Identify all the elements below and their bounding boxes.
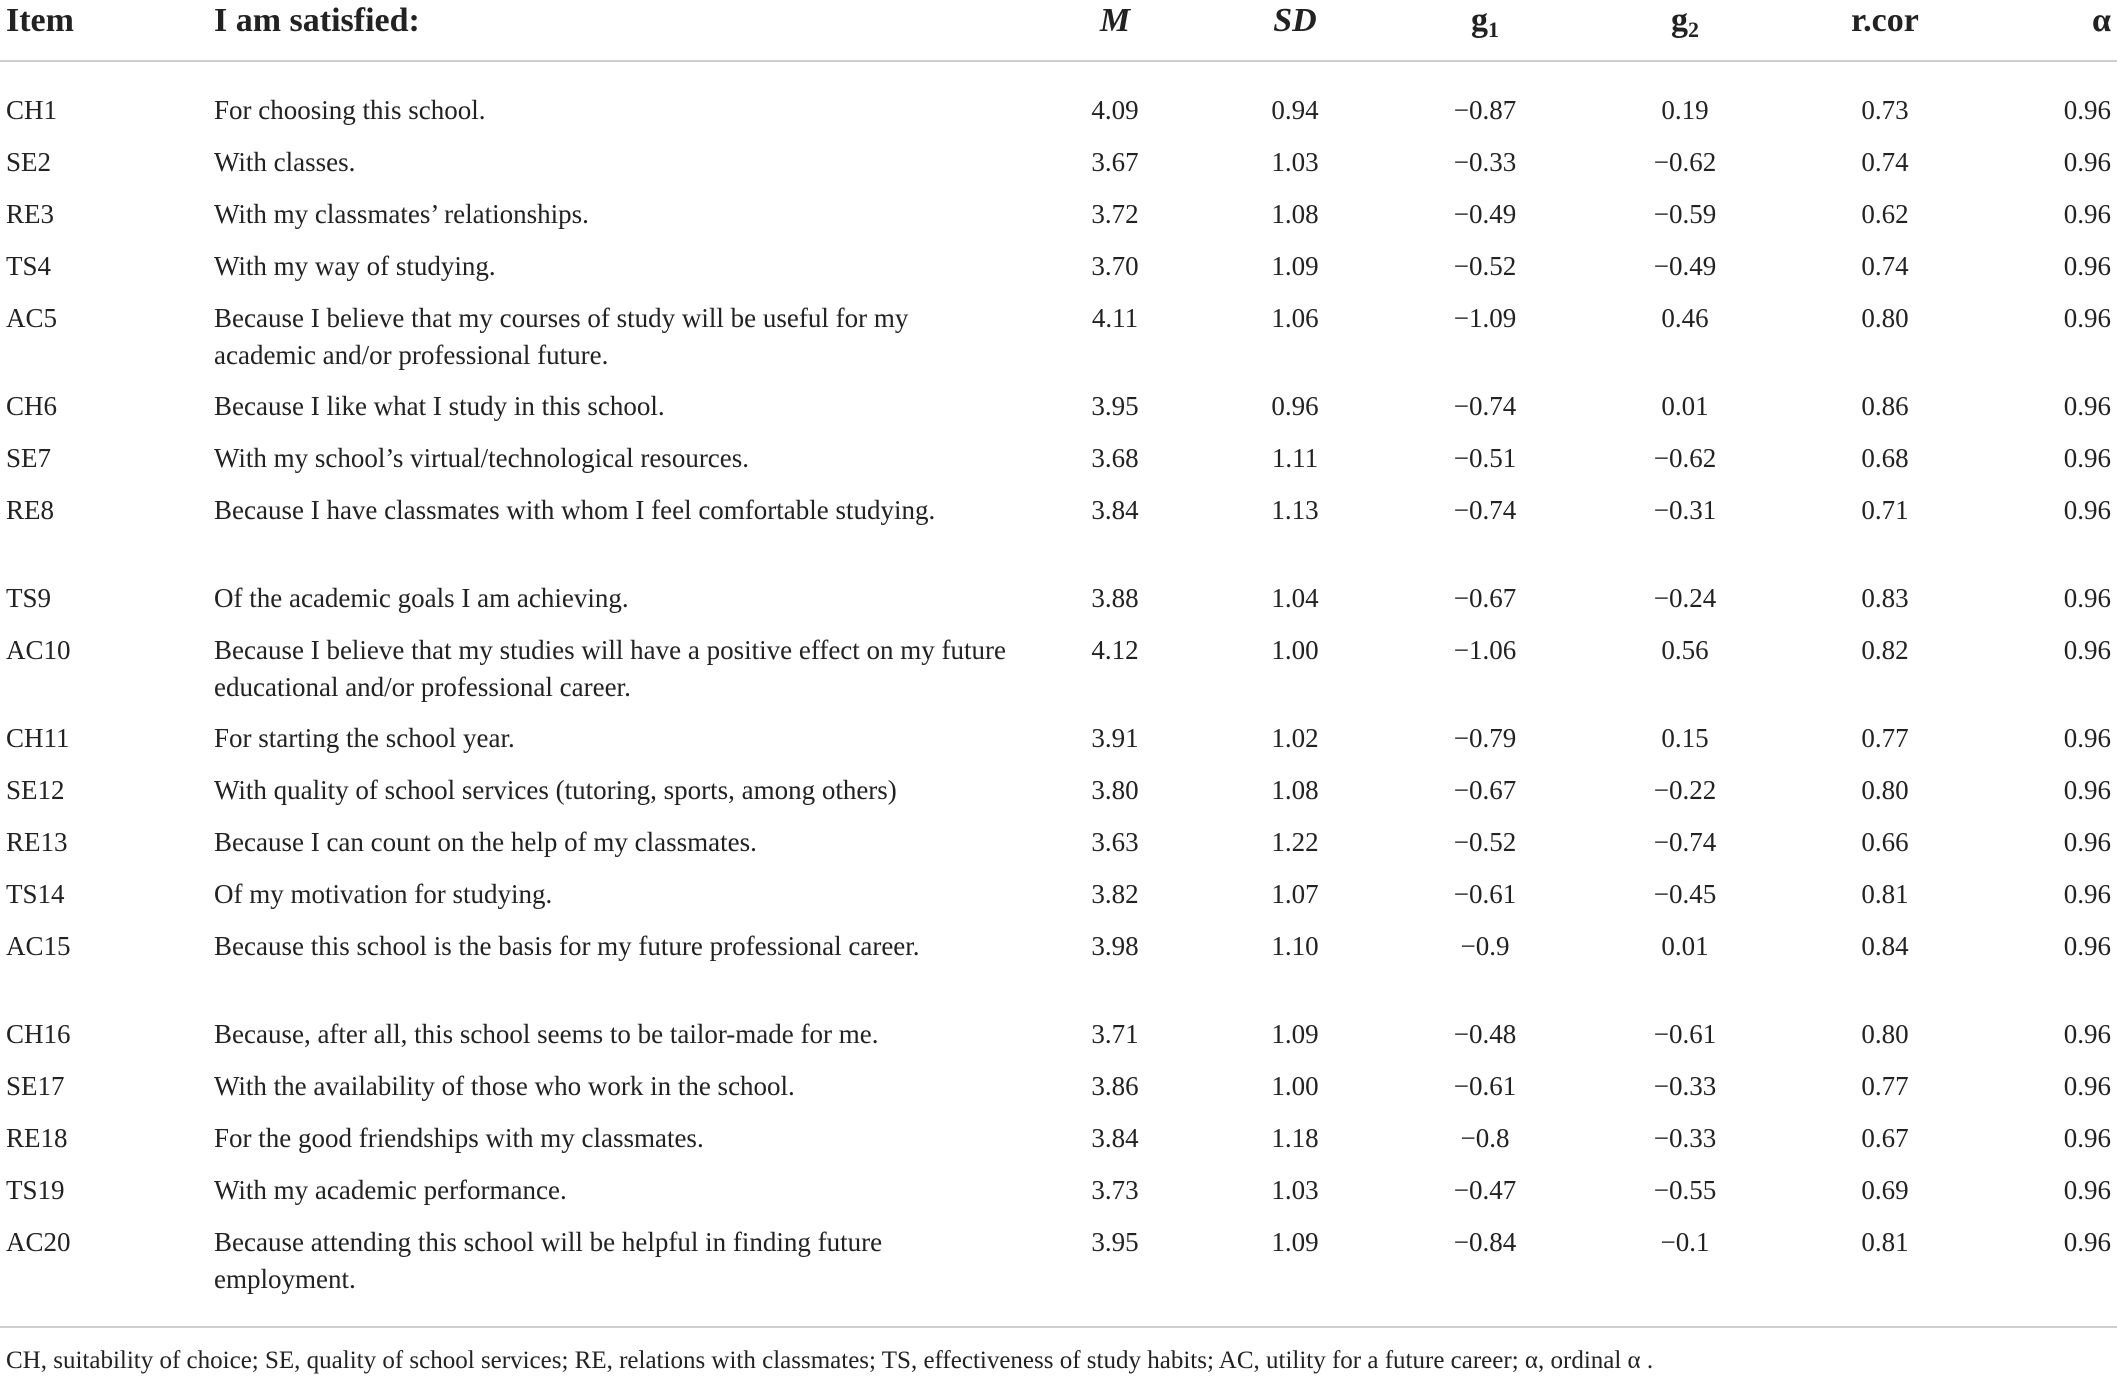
cell-rcor: 0.71 bbox=[1861, 495, 1909, 525]
cell-g1: −0.47 bbox=[1453, 1175, 1517, 1205]
cell-statement: With my classmates’ relationships. bbox=[214, 199, 589, 229]
cell-sd: 1.08 bbox=[1271, 775, 1319, 805]
cell-item: CH6 bbox=[6, 391, 58, 421]
cell-rcor: 0.86 bbox=[1861, 391, 1909, 421]
cell-mean: 3.84 bbox=[1091, 495, 1139, 525]
cell-rcor: 0.67 bbox=[1861, 1123, 1909, 1153]
cell-item: SE17 bbox=[6, 1071, 65, 1101]
cell-sd: 1.09 bbox=[1205, 1224, 1385, 1327]
header-item: Item bbox=[0, 0, 210, 61]
cell-sd: 1.00 bbox=[1271, 635, 1319, 665]
cell-rcor: 0.84 bbox=[1861, 931, 1909, 961]
table-body bbox=[0, 61, 2117, 1327]
table-row bbox=[0, 772, 2117, 824]
cell-mean: 3.86 bbox=[1091, 1071, 1139, 1101]
cell-mean: 3.68 bbox=[1091, 443, 1139, 473]
cell-g2: −0.33 bbox=[1653, 1123, 1717, 1153]
cell-rcor: 0.80 bbox=[1861, 775, 1909, 805]
cell-g1: −0.52 bbox=[1453, 251, 1517, 281]
cell-statement: Because attending this school will be helpful in finding future employment. bbox=[210, 1224, 1025, 1327]
cell-g2: −0.74 bbox=[1653, 827, 1717, 857]
cell-g1: −1.09 bbox=[1453, 303, 1517, 333]
cell-statement: With the availability of those who work in the school. bbox=[214, 1071, 795, 1101]
cell-statement: Because I believe that my studies will have a positive effect on my future educational and/or professional career. bbox=[214, 635, 1007, 702]
cell-statement: With my way of studying. bbox=[214, 251, 496, 281]
table-row bbox=[0, 1068, 2117, 1120]
cell-item: AC20 bbox=[0, 1224, 210, 1327]
cell-rcor: 0.69 bbox=[1861, 1175, 1909, 1205]
header-g2-sub: 2 bbox=[1688, 17, 1699, 42]
cell-alpha: 0.96 bbox=[2063, 931, 2111, 961]
cell-sd: 1.11 bbox=[1271, 443, 1319, 473]
cell-sd: 1.03 bbox=[1271, 147, 1319, 177]
cell-statement: Because I like what I study in this school. bbox=[214, 391, 665, 421]
cell-g2: −0.31 bbox=[1653, 495, 1717, 525]
cell-sd: 1.18 bbox=[1271, 1123, 1319, 1153]
cell-alpha: 0.96 bbox=[2063, 1071, 2111, 1101]
header-g1-base: g bbox=[1471, 2, 1488, 39]
cell-g2: −0.33 bbox=[1653, 1071, 1717, 1101]
cell-rcor: 0.81 bbox=[1861, 879, 1909, 909]
cell-mean: 4.11 bbox=[1091, 303, 1139, 333]
header-rcor: r.cor bbox=[1785, 0, 1985, 61]
table-row bbox=[0, 144, 2117, 196]
cell-alpha: 0.96 bbox=[2063, 879, 2111, 909]
cell-item: AC15 bbox=[6, 931, 71, 961]
cell-alpha: 0.96 bbox=[2063, 95, 2111, 125]
header-mean: M bbox=[1025, 0, 1205, 61]
cell-item: SE2 bbox=[6, 147, 52, 177]
cell-alpha: 0.96 bbox=[2063, 723, 2111, 753]
table-row bbox=[0, 928, 2117, 1016]
cell-statement: For starting the school year. bbox=[214, 723, 515, 753]
table-row bbox=[0, 388, 2117, 440]
cell-sd: 1.06 bbox=[1271, 303, 1319, 333]
cell-statement: With my academic performance. bbox=[214, 1175, 567, 1205]
cell-statement: Because I can count on the help of my classmates. bbox=[214, 827, 757, 857]
cell-mean: 3.67 bbox=[1091, 147, 1139, 177]
table-row bbox=[0, 492, 2117, 580]
cell-mean: 3.71 bbox=[1091, 1019, 1139, 1049]
cell-alpha: 0.96 bbox=[2063, 495, 2111, 525]
cell-sd: 1.10 bbox=[1271, 931, 1319, 961]
cell-g1: −0.87 bbox=[1453, 95, 1517, 125]
cell-alpha: 0.96 bbox=[2063, 1019, 2111, 1049]
cell-sd: 1.04 bbox=[1271, 583, 1319, 613]
cell-g1: −0.48 bbox=[1453, 1019, 1517, 1049]
cell-g1: −0.9 bbox=[1460, 931, 1510, 961]
cell-mean: 3.80 bbox=[1091, 775, 1139, 805]
cell-g1: −0.67 bbox=[1453, 583, 1517, 613]
header-kurtosis bbox=[1585, 0, 1785, 61]
table-row bbox=[0, 61, 2117, 144]
header-g1-sub: 1 bbox=[1488, 17, 1499, 42]
cell-mean: 3.88 bbox=[1091, 583, 1139, 613]
cell-alpha: 0.96 bbox=[2063, 1175, 2111, 1205]
table-row bbox=[0, 1172, 2117, 1224]
table-row bbox=[0, 1120, 2117, 1172]
cell-item: RE13 bbox=[6, 827, 68, 857]
cell-g2: 0.15 bbox=[1661, 723, 1709, 753]
cell-sd: 1.22 bbox=[1271, 827, 1319, 857]
cell-g1: −0.67 bbox=[1453, 775, 1517, 805]
cell-sd: 0.96 bbox=[1271, 391, 1319, 421]
cell-sd: 0.94 bbox=[1271, 95, 1319, 125]
cell-g1: −0.49 bbox=[1453, 199, 1517, 229]
cell-item: SE7 bbox=[6, 443, 52, 473]
cell-item: RE3 bbox=[6, 199, 55, 229]
cell-statement: Of the academic goals I am achieving. bbox=[214, 583, 629, 613]
cell-statement: Because this school is the basis for my future professional career. bbox=[214, 931, 920, 961]
cell-g2: 0.56 bbox=[1661, 635, 1709, 665]
cell-rcor: 0.68 bbox=[1861, 443, 1909, 473]
cell-g2: −0.62 bbox=[1653, 147, 1717, 177]
cell-alpha: 0.96 bbox=[2063, 199, 2111, 229]
header-statement: I am satisfied: bbox=[210, 0, 1025, 61]
cell-item: AC10 bbox=[6, 635, 71, 665]
table-row bbox=[0, 1224, 2117, 1327]
cell-rcor: 0.77 bbox=[1861, 1071, 1909, 1101]
cell-mean: 3.95 bbox=[1025, 1224, 1205, 1327]
cell-item: CH11 bbox=[6, 723, 70, 753]
table-row bbox=[0, 300, 2117, 388]
cell-g2: −0.55 bbox=[1653, 1175, 1717, 1205]
cell-mean: 3.73 bbox=[1091, 1175, 1139, 1205]
cell-g2: 0.01 bbox=[1661, 931, 1709, 961]
table-row bbox=[0, 248, 2117, 300]
table-row bbox=[0, 824, 2117, 876]
cell-mean: 3.82 bbox=[1091, 879, 1139, 909]
header-alpha: α bbox=[1985, 0, 2117, 61]
cell-statement: With my school’s virtual/technological resources. bbox=[214, 443, 750, 473]
cell-g1: −0.52 bbox=[1453, 827, 1517, 857]
cell-mean: 3.63 bbox=[1091, 827, 1139, 857]
cell-g2: −0.61 bbox=[1653, 1019, 1717, 1049]
cell-rcor: 0.80 bbox=[1861, 303, 1909, 333]
cell-sd: 1.09 bbox=[1271, 1019, 1319, 1049]
table-row bbox=[0, 580, 2117, 632]
cell-mean: 3.70 bbox=[1091, 251, 1139, 281]
cell-g1: −0.8 bbox=[1460, 1123, 1510, 1153]
cell-rcor: 0.74 bbox=[1861, 251, 1909, 281]
cell-item: CH16 bbox=[6, 1019, 71, 1049]
cell-mean: 3.98 bbox=[1091, 931, 1139, 961]
cell-alpha: 0.96 bbox=[2063, 775, 2111, 805]
cell-sd: 1.07 bbox=[1271, 879, 1319, 909]
cell-statement: For the good friendships with my classmates. bbox=[214, 1123, 704, 1153]
cell-statement: Because, after all, this school seems to be tailor-made for me. bbox=[214, 1019, 879, 1049]
table-row bbox=[0, 632, 2117, 720]
cell-mean: 3.95 bbox=[1091, 391, 1139, 421]
table-row bbox=[0, 720, 2117, 772]
cell-item: TS4 bbox=[6, 251, 52, 281]
table-row bbox=[0, 1016, 2117, 1068]
cell-statement: With classes. bbox=[214, 147, 356, 177]
cell-rcor: 0.62 bbox=[1861, 199, 1909, 229]
cell-g2: −0.22 bbox=[1653, 775, 1717, 805]
cell-rcor: 0.74 bbox=[1861, 147, 1909, 177]
table-header bbox=[0, 0, 2117, 61]
cell-g2: 0.01 bbox=[1661, 391, 1709, 421]
table-row bbox=[0, 196, 2117, 248]
cell-alpha: 0.96 bbox=[2063, 635, 2111, 665]
cell-alpha: 0.96 bbox=[2063, 583, 2111, 613]
cell-rcor: 0.66 bbox=[1861, 827, 1909, 857]
cell-sd: 1.13 bbox=[1271, 495, 1319, 525]
cell-sd: 1.00 bbox=[1271, 1071, 1319, 1101]
cell-alpha: 0.96 bbox=[2063, 1123, 2111, 1153]
cell-statement: Because I believe that my courses of study will be useful for my academic and/or professional future. bbox=[214, 303, 909, 370]
cell-mean: 3.91 bbox=[1091, 723, 1139, 753]
cell-statement: For choosing this school. bbox=[214, 95, 486, 125]
table-row bbox=[0, 440, 2117, 492]
cell-g2: −0.24 bbox=[1653, 583, 1717, 613]
cell-alpha: 0.96 bbox=[2063, 391, 2111, 421]
cell-sd: 1.03 bbox=[1271, 1175, 1319, 1205]
cell-alpha: 0.96 bbox=[2063, 443, 2111, 473]
table-footnote: CH, suitability of choice; SE, quality of school services; RE, relations with classmates; TS, effectiveness of study habits; AC, utility for a future career; α, ordinal α . bbox=[6, 1347, 1654, 1374]
cell-g2: −0.45 bbox=[1653, 879, 1717, 909]
cell-mean: 4.12 bbox=[1091, 635, 1139, 665]
cell-alpha: 0.96 bbox=[2063, 251, 2111, 281]
cell-g1: −0.84 bbox=[1385, 1224, 1585, 1327]
cell-sd: 1.02 bbox=[1271, 723, 1319, 753]
cell-g1: −0.74 bbox=[1453, 495, 1517, 525]
cell-rcor: 0.82 bbox=[1861, 635, 1909, 665]
cell-g1: −0.33 bbox=[1453, 147, 1517, 177]
cell-rcor: 0.73 bbox=[1861, 95, 1909, 125]
cell-mean: 4.09 bbox=[1091, 95, 1139, 125]
header-skewness bbox=[1385, 0, 1585, 61]
cell-statement: With quality of school services (tutoring, sports, among others) bbox=[214, 775, 897, 805]
cell-item: TS9 bbox=[6, 583, 52, 613]
cell-g2: −0.59 bbox=[1653, 199, 1717, 229]
cell-item: SE12 bbox=[6, 775, 65, 805]
header-sd: SD bbox=[1205, 0, 1385, 61]
cell-g1: −0.79 bbox=[1453, 723, 1517, 753]
cell-item: TS14 bbox=[6, 879, 65, 909]
cell-item: RE8 bbox=[6, 495, 55, 525]
cell-alpha: 0.96 bbox=[1985, 1224, 2117, 1327]
cell-g2: −0.62 bbox=[1653, 443, 1717, 473]
cell-alpha: 0.96 bbox=[2063, 303, 2111, 333]
cell-g2: 0.19 bbox=[1661, 95, 1709, 125]
cell-item: TS19 bbox=[6, 1175, 65, 1205]
cell-rcor: 0.83 bbox=[1861, 583, 1909, 613]
cell-g1: −1.06 bbox=[1453, 635, 1517, 665]
cell-g1: −0.51 bbox=[1453, 443, 1517, 473]
cell-sd: 1.09 bbox=[1271, 251, 1319, 281]
cell-statement: Because I have classmates with whom I feel comfortable studying. bbox=[214, 495, 936, 525]
cell-g2: −0.1 bbox=[1585, 1224, 1785, 1327]
header-row bbox=[0, 0, 2117, 61]
cell-rcor: 0.77 bbox=[1861, 723, 1909, 753]
cell-mean: 3.84 bbox=[1091, 1123, 1139, 1153]
cell-item: CH1 bbox=[6, 95, 58, 125]
cell-rcor: 0.81 bbox=[1785, 1224, 1985, 1327]
cell-g1: −0.61 bbox=[1453, 879, 1517, 909]
cell-item: RE18 bbox=[6, 1123, 68, 1153]
cell-statement: Of my motivation for studying. bbox=[214, 879, 553, 909]
cell-alpha: 0.96 bbox=[2063, 827, 2111, 857]
cell-g2: −0.49 bbox=[1653, 251, 1717, 281]
cell-g1: −0.74 bbox=[1453, 391, 1517, 421]
cell-alpha: 0.96 bbox=[2063, 147, 2111, 177]
cell-g2: 0.46 bbox=[1661, 303, 1709, 333]
header-g2-base: g bbox=[1671, 2, 1688, 39]
cell-g1: −0.61 bbox=[1453, 1071, 1517, 1101]
cell-mean: 3.72 bbox=[1091, 199, 1139, 229]
cell-rcor: 0.80 bbox=[1861, 1019, 1909, 1049]
cell-sd: 1.08 bbox=[1271, 199, 1319, 229]
table-row bbox=[0, 876, 2117, 928]
cell-item: AC5 bbox=[6, 303, 58, 333]
